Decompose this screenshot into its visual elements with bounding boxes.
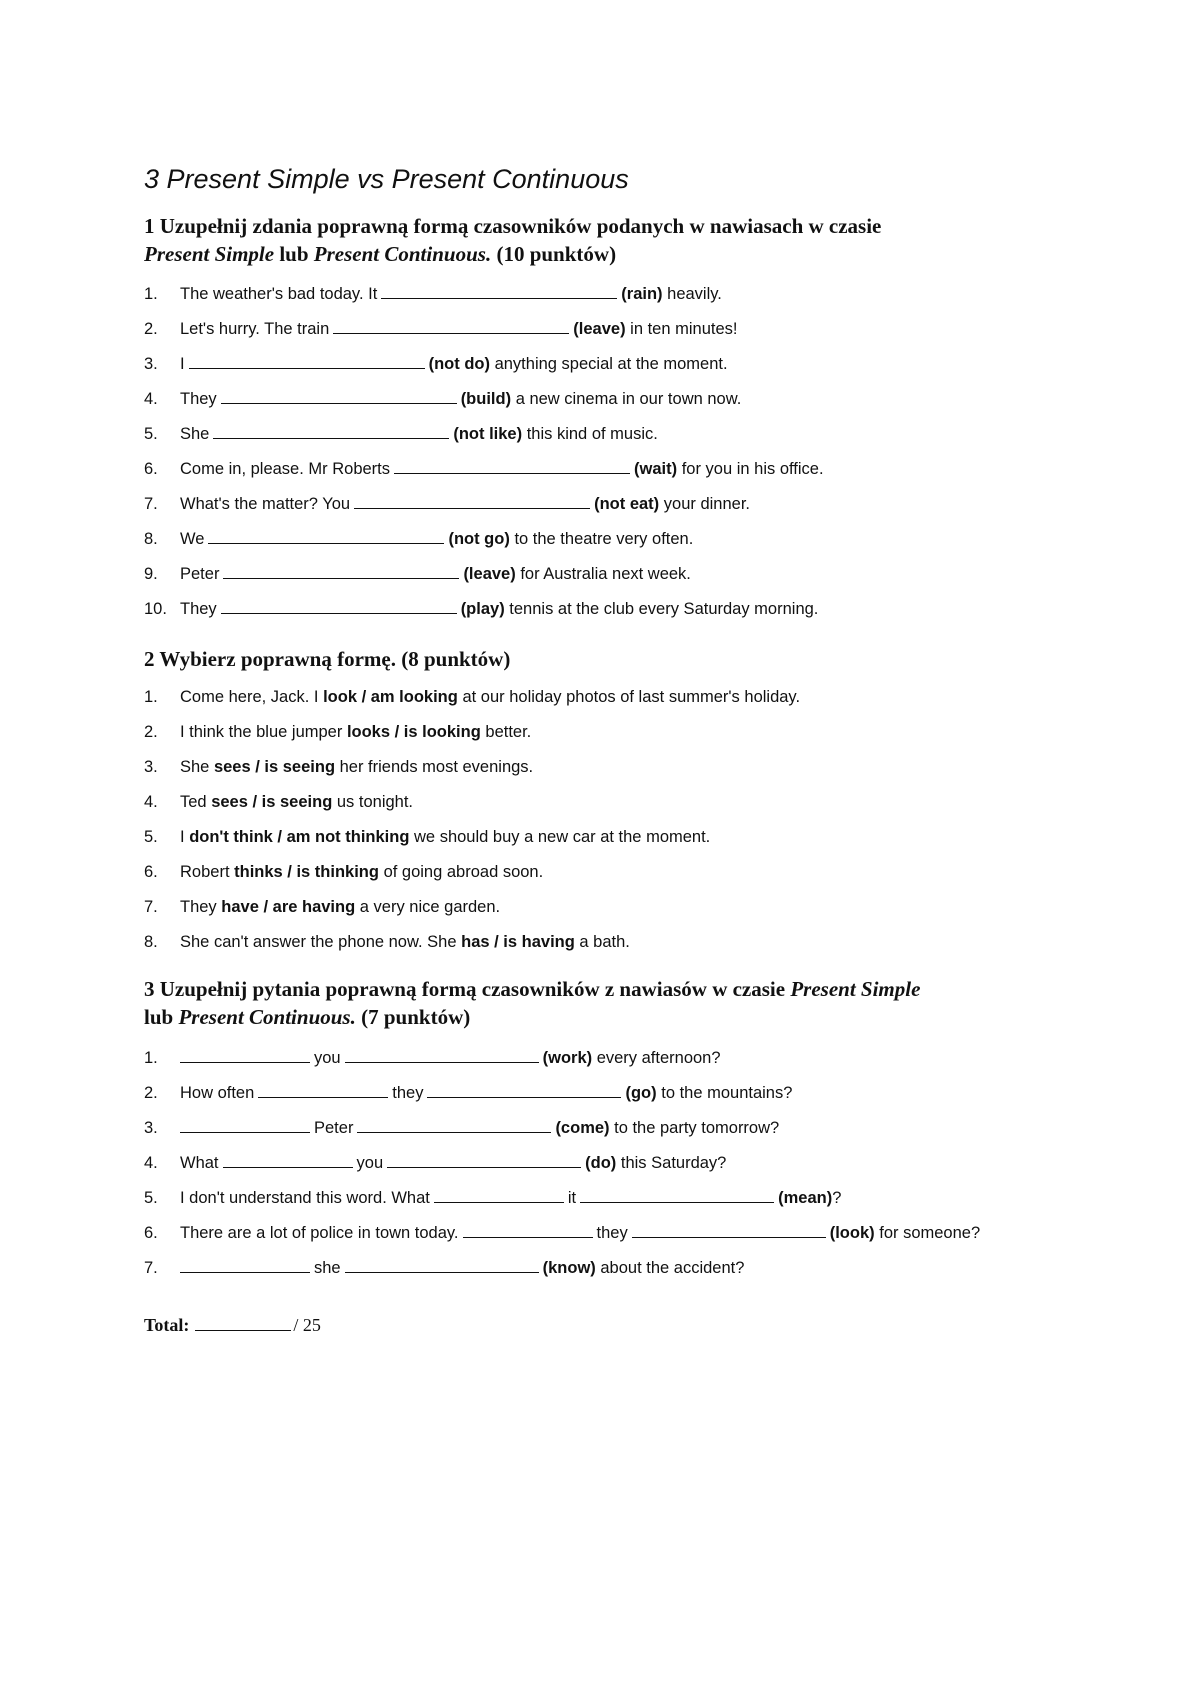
answer-blank[interactable] [221,596,457,614]
answer-blank[interactable] [357,1115,551,1133]
item-text: What [180,1154,219,1172]
item-text-end: us tonight. [336,793,414,811]
item-verb: (work) [542,1049,593,1067]
item-text-end: for Australia next week. [520,565,691,583]
total-label: Total: [144,1315,190,1335]
item-choice[interactable]: look / am looking [323,688,458,706]
item-text: What's the matter? You [180,495,351,513]
item-number: 2. [144,320,158,338]
item-text: Let's hurry. The train [180,320,330,338]
section2-item [144,930,630,954]
item-verb: (rain) [621,285,663,303]
item-text: The weather's bad today. It [180,285,378,303]
item-number: 5. [144,1189,158,1207]
item-text: Ted [180,793,207,811]
answer-blank[interactable] [208,526,444,544]
answer-blank[interactable] [381,281,617,299]
item-choice[interactable]: looks / is looking [346,723,481,741]
section3-heading [144,975,1084,1031]
item-text: Come in, please. Mr Roberts [180,460,390,478]
item-text: She [180,425,210,443]
section1-item [144,561,691,585]
item-verb: (go) [625,1084,657,1102]
section3-heading-tense1: Present Simple [790,977,921,1001]
section1-item [144,491,750,515]
item-text: I don't understand this word. What [180,1189,430,1207]
item-text: Robert [180,863,230,881]
item-verb: (mean) [778,1189,833,1207]
section2-item [144,790,413,814]
item-verb: (leave) [573,320,626,338]
answer-blank[interactable] [223,561,459,579]
item-number: 10. [144,600,167,618]
section2-item [144,685,800,709]
item-choice[interactable]: thinks / is thinking [234,863,379,881]
item-text-end: better. [485,723,532,741]
item-verb: (not eat) [594,495,660,513]
item-subject: you [356,1154,384,1172]
item-number: 5. [144,425,158,443]
total-score [144,1313,321,1336]
item-text-end: ? [832,1189,842,1207]
section3-item [144,1080,792,1104]
answer-blank[interactable] [333,316,569,334]
item-verb: (look) [829,1224,875,1242]
answer-blank[interactable] [189,351,425,369]
item-subject: she [314,1259,341,1277]
item-number: 6. [144,460,158,478]
item-choice[interactable]: sees / is seeing [211,793,333,811]
section3-item [144,1255,744,1279]
item-number: 2. [144,1084,158,1102]
section2-item [144,720,531,744]
answer-blank[interactable] [632,1220,826,1238]
section1-item [144,421,658,445]
item-number: 7. [144,1259,158,1277]
section1-item [144,386,741,410]
answer-blank[interactable] [213,421,449,439]
item-choice[interactable]: sees / is seeing [213,758,336,776]
item-verb: (not do) [428,355,490,373]
item-text: We [180,530,205,548]
item-text-end: this Saturday? [620,1154,727,1172]
item-text: They [180,898,217,916]
section2-item [144,825,710,849]
item-text: She [180,758,210,776]
item-number: 3. [144,1119,158,1137]
section1-item [144,456,824,480]
item-number: 4. [144,390,158,408]
item-text: They [180,390,217,408]
answer-blank[interactable] [345,1255,539,1273]
section3-item [144,1150,726,1174]
item-text-end: your dinner. [663,495,750,513]
item-number: 1. [144,285,158,303]
item-subject: they [392,1084,424,1102]
answer-blank[interactable] [394,456,630,474]
total-out-of: / 25 [293,1315,321,1335]
answer-blank[interactable] [345,1045,539,1063]
section1-heading-tense1: Present Simple [144,242,275,266]
answer-blank[interactable] [463,1220,593,1238]
item-verb: (know) [542,1259,596,1277]
answer-blank[interactable] [354,491,590,509]
item-number: 6. [144,863,158,881]
section3-item [144,1115,779,1139]
item-text-end: to the party tomorrow? [614,1119,780,1137]
item-text-end: for you in his office. [681,460,824,478]
item-number: 8. [144,933,158,951]
item-choice[interactable]: have / are having [221,898,356,916]
item-text-end: about the accident? [600,1259,745,1277]
item-number: 9. [144,565,158,583]
item-text: There are a lot of police in town today. [180,1224,459,1242]
item-text: I [180,355,185,373]
section3-item [144,1045,721,1069]
item-verb: (play) [460,600,505,618]
item-text-end: we should buy a new car at the moment. [414,828,711,846]
section1-heading-points: (10 punktów) [496,242,617,266]
answer-blank[interactable] [223,1150,353,1168]
item-number: 8. [144,530,158,548]
item-text-end: to the theatre very often. [514,530,694,548]
answer-blank[interactable] [180,1255,310,1273]
section3-heading-points: (7 punktów) [361,1005,471,1029]
answer-blank[interactable] [258,1080,388,1098]
item-text-end: to the mountains? [661,1084,793,1102]
item-text: I think the blue jumper [180,723,343,741]
answer-blank[interactable] [387,1150,581,1168]
item-choice[interactable]: has / is having [461,933,575,951]
answer-blank[interactable] [427,1080,621,1098]
item-text: Come here, Jack. I [180,688,319,706]
answer-blank[interactable] [180,1045,310,1063]
item-verb: (do) [585,1154,617,1172]
item-text-end: of going abroad soon. [383,863,544,881]
item-subject: you [314,1049,341,1067]
item-number: 5. [144,828,158,846]
item-text: She can't answer the phone now. She [180,933,457,951]
item-number: 1. [144,1049,158,1067]
item-verb: (not go) [448,530,510,548]
item-subject: they [596,1224,628,1242]
item-number: 2. [144,723,158,741]
section1-item [144,596,818,620]
item-text-end: heavily. [667,285,722,303]
item-text: I [180,828,185,846]
item-subject: it [567,1189,577,1207]
item-text-end: anything special at the moment. [494,355,728,373]
item-choice[interactable]: don't think / am not thinking [189,828,410,846]
item-text-end: a bath. [579,933,630,951]
section3-heading-or: lub [144,1005,174,1029]
worksheet-title: 3 Present Simple vs Present Continuous [144,164,629,194]
section3-heading-text: 3 Uzupełnij pytania poprawną formą czasowników z nawiasów w czasie [144,977,786,1001]
item-text-end: her friends most evenings. [339,758,534,776]
item-verb: (come) [555,1119,610,1137]
item-text-end: at our holiday photos of last summer's holiday. [462,688,801,706]
item-number: 7. [144,898,158,916]
item-text: How often [180,1084,255,1102]
section2-item [144,860,543,884]
item-text-end: for someone? [879,1224,981,1242]
section1-heading-or: lub [279,242,309,266]
section2-heading: 2 Wybierz poprawną formę. (8 punktów) [144,647,511,671]
item-text: Peter [180,565,220,583]
section3-item [144,1220,980,1244]
section1-item [144,316,737,340]
section1-item [144,526,693,550]
section2-item [144,895,500,919]
section1-heading [144,212,1084,268]
item-number: 3. [144,758,158,776]
section1-heading-tense2: Present Continuous. [313,242,492,266]
item-number: 6. [144,1224,158,1242]
item-number: 1. [144,688,158,706]
item-text: They [180,600,217,618]
item-text-end: every afternoon? [596,1049,721,1067]
item-number: 4. [144,793,158,811]
section1-item [144,281,722,305]
item-text-end: a very nice garden. [359,898,501,916]
answer-blank[interactable] [221,386,457,404]
item-text-end: tennis at the club every Saturday morning. [509,600,819,618]
answer-blank[interactable] [180,1115,310,1133]
item-verb: (leave) [463,565,516,583]
item-text-end: this kind of music. [526,425,658,443]
item-number: 3. [144,355,158,373]
section2-item [144,755,533,779]
section3-heading-tense2: Present Continuous. [178,1005,356,1029]
item-text-end: a new cinema in our town now. [515,390,742,408]
section3-item [144,1185,841,1209]
item-verb: (wait) [634,460,678,478]
total-score-blank[interactable] [195,1313,291,1331]
section1-item [144,351,728,375]
item-subject: Peter [314,1119,354,1137]
section1-heading-text: 1 Uzupełnij zdania poprawną formą czasowników podanych w nawiasach w czasie [144,214,882,238]
item-verb: (not like) [453,425,523,443]
item-verb: (build) [460,390,512,408]
item-number: 7. [144,495,158,513]
answer-blank[interactable] [580,1185,774,1203]
answer-blank[interactable] [434,1185,564,1203]
item-number: 4. [144,1154,158,1172]
item-text-end: in ten minutes! [630,320,738,338]
